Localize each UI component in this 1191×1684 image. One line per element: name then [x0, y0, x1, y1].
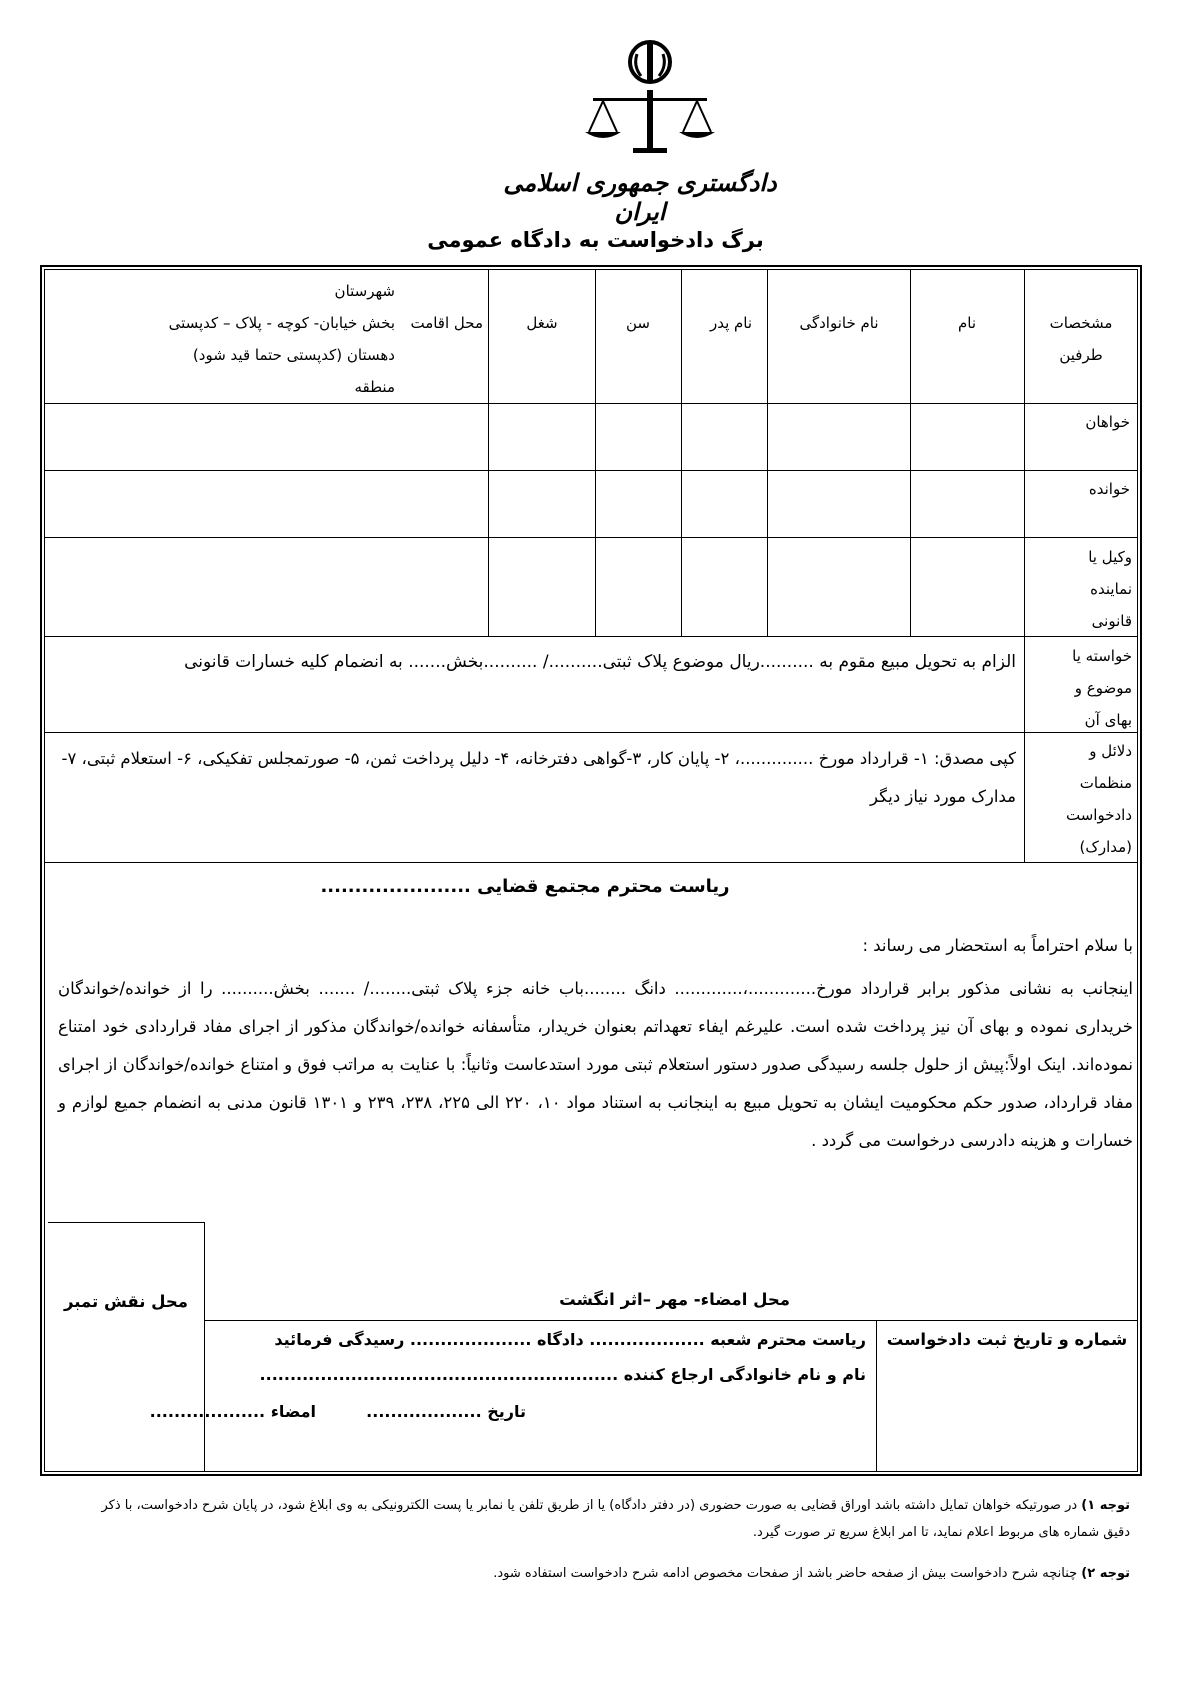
note-1-text: در صورتیکه خواهان تمایل داشته باشد اوراق قضایی به صورت حضوری (در دفتر دادگاه) یا از طریق تلفن یا نمابر یا پست الکترونیکی به وی ابلاغ شود، در پایان شرح دادخواست، با ذکر دقیق شماره های مربوط اعلام نماید، تا امر ابلاغ سریع تر صورت گیرد. — [101, 1498, 1130, 1540]
stamp-area-label: محل نقش تمبر — [64, 1292, 188, 1311]
divider — [44, 636, 1138, 637]
letter-heading: ریاست محترم مجتمع قضایی ...................... — [320, 876, 730, 897]
divider — [44, 403, 1138, 404]
claim-label: خواسته یا موضوع و بهای آن — [1072, 647, 1132, 729]
col-father-name: نام پدر — [709, 314, 753, 332]
divider — [1024, 269, 1025, 862]
note-2-label: توجه ٢) — [1081, 1566, 1130, 1581]
divider — [204, 1222, 205, 1472]
divider — [44, 537, 1138, 538]
address-hint-1: شهرستان — [334, 282, 395, 300]
row-lawyer: وکیل یا نماینده قانونی — [1088, 548, 1132, 630]
divider — [48, 1222, 204, 1223]
divider — [44, 732, 1138, 733]
divider — [204, 1320, 1138, 1321]
claim-text: الزام به تحویل مبیع مقوم به ..........ریال موضوع پلاک ثبتی........../ ..........بخش....... به انضمام کلیه خسارات قانونی — [184, 652, 1016, 672]
note-1-label: توجه ١) — [1081, 1498, 1130, 1513]
divider — [681, 269, 682, 636]
divider — [44, 470, 1138, 471]
note-1 — [88, 1492, 1130, 1546]
referral-line-2: نام و نام خانوادگی ارجاع کننده ........................................................... — [259, 1365, 866, 1384]
letter-greeting: با سلام احتراماً به استحضار می رساند : — [862, 936, 1133, 955]
referral-line-1: ریاست محترم شعبه ................... دادگاه .................... رسیدگی فرمائید — [274, 1330, 866, 1349]
note-2 — [88, 1560, 1130, 1587]
evidence-label: دلائل و منظمات دادخواست (مدارک) — [1065, 742, 1132, 856]
document-title: برگ دادخواست به دادگاه عمومی — [427, 228, 764, 252]
col-family-name: نام خانوادگی — [799, 314, 879, 332]
row-plaintiff: خواهان — [1085, 413, 1130, 431]
divider — [44, 862, 1138, 863]
col-job: شغل — [526, 314, 558, 332]
referral-line-3: تاریخ ................... امضاء ................... — [149, 1402, 526, 1421]
registration-label: شماره و تاریخ ثبت دادخواست — [886, 1330, 1128, 1349]
col-residence: محل اقامت — [410, 314, 483, 332]
government-name: دادگستری جمهوری اسلامی ایران — [503, 168, 777, 226]
signature-area-label: محل امضاء- مهر –اثر انگشت — [559, 1290, 790, 1309]
address-hint-4: منطقه — [354, 378, 395, 396]
letter-body: اینجانب به نشانی مذکور برابر قرارداد مورخ.............،............. دانگ ........باب خانه جزء پلاک ثبتی......../ ....... بخش.......... را از خوانده/خواندگان خریداری نموده و بهای آن نیز پرداخت شده است. علیرغم ایفاء تعهداتم بعنوان خریدار، متأسفانه خوانده/خواندگان مذکور از اجرای مفاد قراردادی خود امتناع نموده‌اند. اینک اولاً:پیش از حلول جلسه رسیدگی صدور دستور استعلام ثبتی مورد استدعاست وثانیاً: با عنایت به مراتب فوق و امتناع خوانده/خواندگان از اجرای مفاد قرارداد، صدور حکم محکومیت ایشان به تحویل مبیع به اینجانب به استناد مواد ١٠، ٢٢٠ الی ٢٢۵، ٢٣٨، ٢٣٩ و ١٣٠١ قانون مدنی به انضمام جمیع لوازم و خسارات و هزینه دادرسی درخواست می گردد . — [58, 979, 1133, 1150]
divider — [488, 269, 489, 636]
row-defendant: خوانده — [1088, 480, 1130, 498]
note-2-text: چنانچه شرح دادخواست بیش از صفحه حاضر باشد از صفحات مخصوص ادامه شرح دادخواست استفاده شود. — [493, 1566, 1078, 1581]
divider — [910, 269, 911, 636]
col-name: نام — [957, 314, 977, 332]
col-party-spec: مشخصات طرفین — [1049, 314, 1113, 364]
divider — [595, 269, 596, 636]
evidence-text: کپی مصدق: ١- قرارداد مورخ ..............، ٢- پایان کار، ٣-گواهی دفترخانه، ۴- دلیل پرداخت ثمن، ۵- صورتمجلس تفکیکی، ۶- استعلام ثبتی، ٧- مدارک مورد نیاز دیگر — [61, 749, 1016, 806]
col-age: سن — [626, 314, 650, 332]
divider — [876, 1320, 877, 1472]
address-hint-3: دهستان (کدپستی حتما قید شود) — [192, 346, 395, 364]
judiciary-emblem-icon — [575, 40, 725, 160]
address-hint-2: بخش خیابان- کوچه - پلاک – کدپستی — [168, 314, 395, 332]
